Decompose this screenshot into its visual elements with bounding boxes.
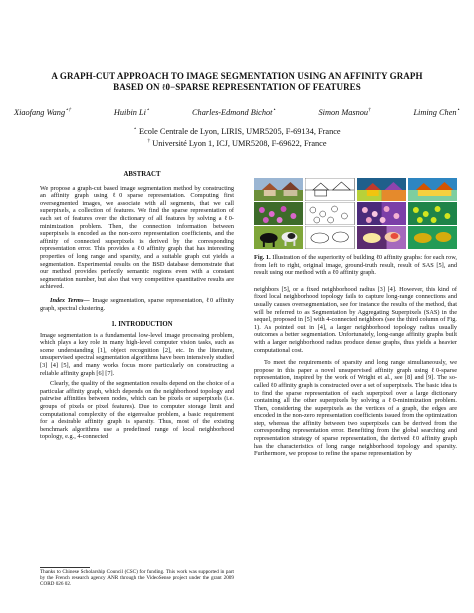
figure-original-image	[254, 226, 303, 249]
figure-l0-result	[408, 226, 457, 249]
affiliation: † Université Lyon 1, ICJ, UMR5208, F-69622, France	[147, 138, 327, 148]
figure-caption	[254, 254, 457, 277]
footnote-rule	[40, 567, 90, 568]
author: Huibin Li⋆	[113, 107, 150, 117]
figure-sas-result	[357, 178, 406, 201]
author: Charles-Edmond Bichot⋆	[192, 107, 276, 117]
intro-paragraph-1: Image segmentation is a fundamental low-level image processing problem, which plays a key role in many high-level computer vision tasks, such as scene understanding [1], object recognition [2], etc. In the literature, unsupervised spectral segmentation algorithms have been intensively studied [3] [4] [5], and many works focus more particularly on constructing a reliable affinity graph [6] [7].	[40, 331, 234, 377]
figure-original-image	[254, 202, 303, 225]
index-terms	[40, 297, 234, 312]
figure-l0-result	[408, 178, 457, 201]
figure-1	[254, 178, 457, 250]
left-column	[40, 171, 234, 441]
index-terms-label: Index Terms—	[50, 296, 90, 304]
figure-original-image	[254, 178, 303, 201]
intro-paragraph-2: Clearly, the quality of the segmentation results depend on the choice of a particular affinity graph, which depends on the neighborhood topology and pairwise affinities between nodes, which can be pixels or superpixels (i.e. groups of pixels or pixel features). Due to computer storage limit and computational complexity of the eigenvalue problem, a basic requirement for a desirable affinity graph is sparsity. Thus, most of the existing benchmark algorithms use a predefined range of local neighborhood topology, e.g., 4-connected	[40, 380, 234, 441]
figure-sas-result	[357, 226, 406, 249]
figure-row-cows	[254, 226, 457, 249]
footnote: Thanks to Chinese Scholarship Council (CSC) for funding. This work was supported in part by the French research agency ANR through the VideoSense project under the grant 2009 CORD 026 02.	[40, 569, 234, 588]
abstract-text: We propose a graph-cut based image segmentation method by constructing an affinity graph using ℓ0 sparse representation. Computing first oversegmented images, we associate with all segments, that we call superpixels, a collection of features. We find the sparse representation of each set of features over the dictionary of all features by solving a ℓ0-minimization problem. Then, the connection information between superpixels is encoded as the non-zero representation coefficients, and the affinity of connected superpixels is derived by the corresponding representation error. This provides a ℓ0 affinity graph that has interesting properties of long range and sparsity, and a suitable graph cut yields a segmentation. Experimental results on the BSD database demonstrate that our method provides perfectly semantic regions even with a constant segmentation number, but also that very competitive quantitative results are achieved.	[40, 184, 234, 291]
author: Simon Masnou†	[318, 107, 371, 117]
affiliation: ⋆ Ecole Centrale de Lyon, LIRIS, UMR5205, F-69134, France	[133, 126, 341, 136]
right-paragraph-2: To meet the requirements of sparsity and long range simultaneously, we propose in this paper a novel unsupervised affinity graph using ℓ0-sparse representation, inspired by the work of Wright et al., see [8] and [9]. The so-called ℓ0 affinity graph is constructed over a set of superpixels. The basic idea is to find the sparse representation of each superpixel over a large dictionary containing all the other superpixels by solving a ℓ0-minimization problem. Then, considering the superpixels as the vertices of a graph, the edges are encoded in the non-zero representation coefficients issued from the optimization step, whereas the affinity between two superpixels can be derived from the corresponding representation error. Benefiting from the global searching and representation strategy of sparse representation, the derived ℓ0 affinity graph has the characteristics of long range neighborhood topology and sparsity. Furthermore, we propose to refine the sparse representation by	[254, 359, 457, 458]
figure-sas-result	[357, 202, 406, 225]
figure-row-flowers	[254, 202, 457, 225]
figure-ground-truth	[305, 202, 354, 225]
figure-caption-label: Fig. 1.	[254, 254, 271, 261]
author: Xiaofang Wang⋆†	[14, 107, 72, 117]
author-list	[14, 107, 460, 117]
figure-l0-result	[408, 202, 457, 225]
author: Liming Chen⋆	[413, 107, 460, 117]
paper-title	[20, 71, 454, 93]
right-paragraph-1: neighbors [5], or a fixed neighborhood radius [3] [4]. However, this kind of fixed local neighborhood topology fails to capture long-range connections and usually causes oversegmentation, see for instance the results of the method, that will be referred to as Segmentation by Aggregating Superpixels (SAS) in the sequel, proposed in [5] with 4-connected neighbors (see the third column of Fig. 1). As pointed out in [4], a larger neighborhood topology radius usually outcomes a better segmentation. Unfortunately, long-range affinity graphs built with a larger neighborhood radius produce dense graphs, thus yields a heavier computational cost.	[254, 285, 457, 354]
right-column	[254, 254, 457, 458]
title-line-1: A GRAPH-CUT APPROACH TO IMAGE SEGMENTATION USING AN AFFINITY GRAPH	[51, 71, 423, 81]
figure-ground-truth	[305, 178, 354, 201]
figure-row-houses	[254, 178, 457, 201]
index-terms-text: Image segmentation, sparse representation, ℓ0 affinity graph, spectral clustering.	[40, 296, 235, 312]
figure-ground-truth	[305, 226, 354, 249]
intro-heading: 1. INTRODUCTION	[111, 321, 173, 329]
abstract-heading: ABSTRACT	[123, 171, 161, 178]
figure-caption-text: Illustration of the superiority of building ℓ0 affinity graphs: for each row, from left to right, original image, ground-truth result, result of SAS [5], and result using our method with a ℓ0 affinity graph.	[254, 254, 457, 277]
title-line-2: BASED ON ℓ0−SPARSE REPRESENTATION OF FEATURES	[113, 82, 361, 92]
